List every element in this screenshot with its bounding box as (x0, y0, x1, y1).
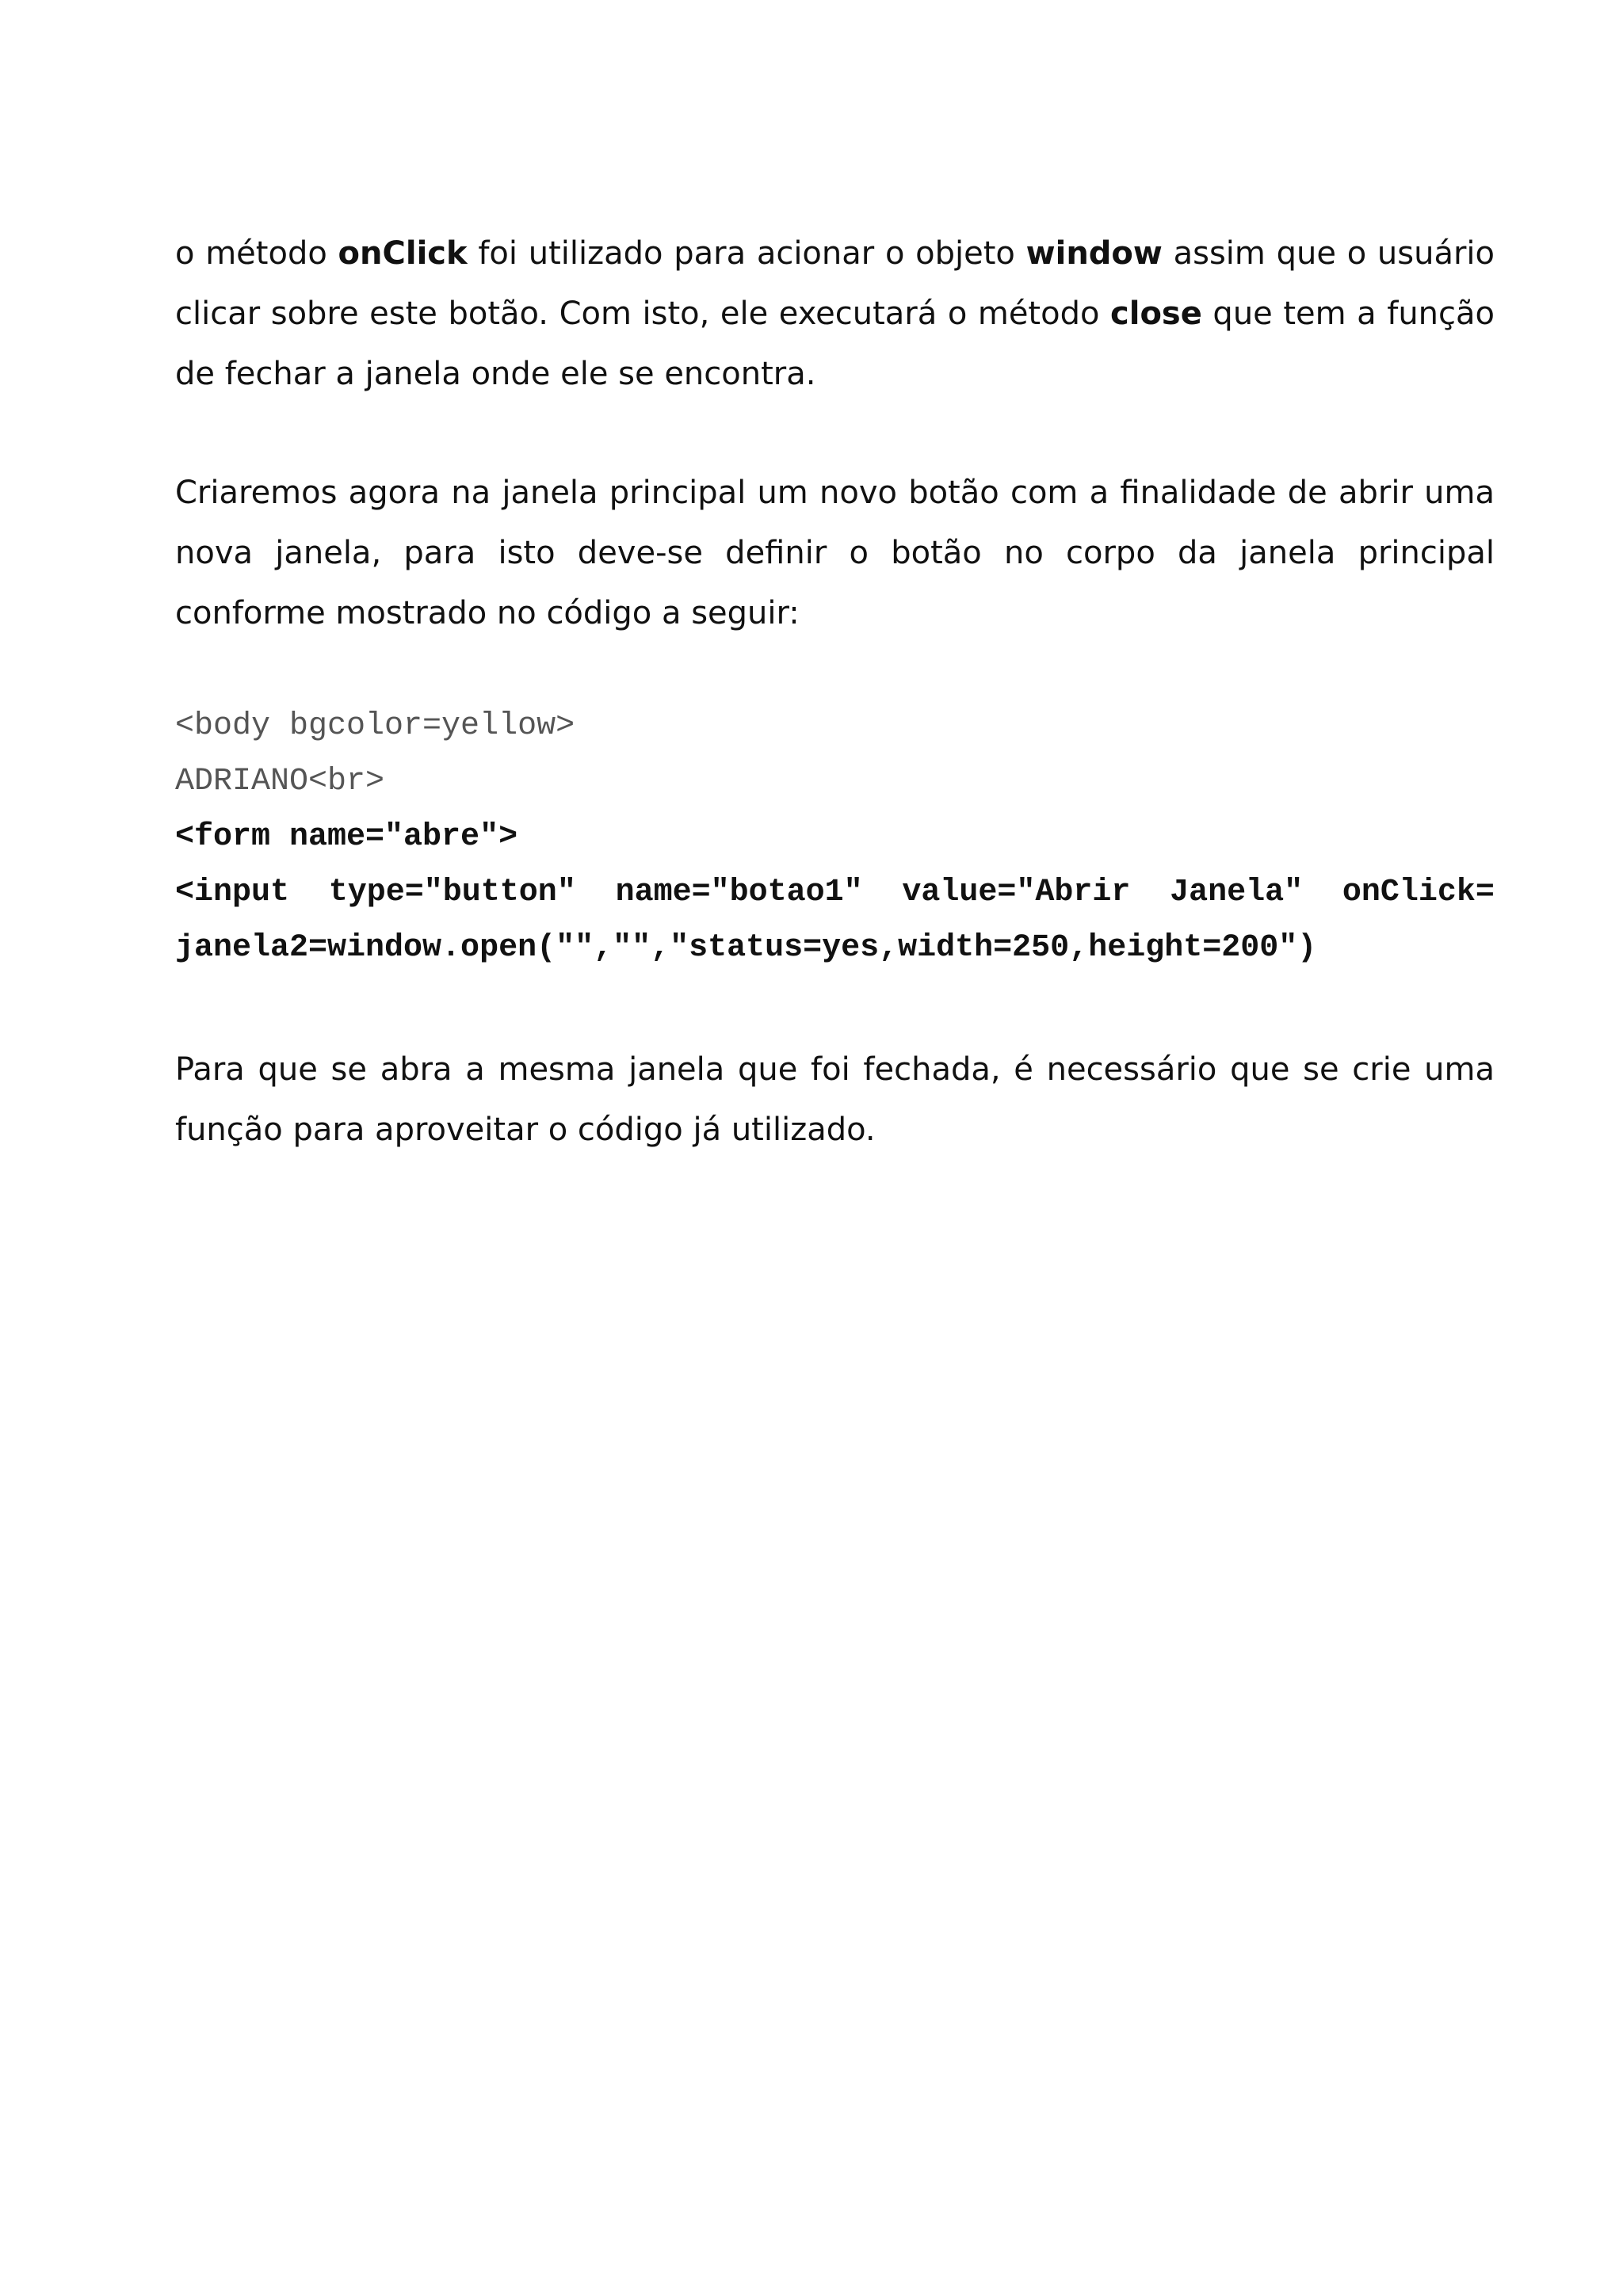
page-content (175, 223, 1495, 1160)
text-segment: o método (175, 235, 338, 272)
text-segment: que tem a função de fechar a janela onde ele se encontra. (175, 296, 1495, 392)
code-line-body: <body bgcolor=yellow> (175, 708, 575, 744)
code-token: value="Abrir (902, 875, 1131, 910)
code-token: type="button" (328, 875, 576, 910)
code-token: Janela" (1170, 875, 1304, 910)
paragraph-onclick-explanation (175, 223, 1495, 404)
keyword-window: window (1025, 235, 1163, 272)
paragraph-new-button: Criaremos agora na janela principal um novo botão com a finalidade de abrir uma nova janela, para isto deve-se definir o botão no corpo da janela principal conforme mostrado no código a seguir: (175, 475, 1495, 631)
code-token: onClick= (1342, 875, 1495, 910)
text-segment: foi utilizado para acionar o objeto (467, 235, 1026, 272)
code-block (175, 699, 1495, 976)
paragraph-reopen-window: Para que se abra a mesma janela que foi fechada, é necessário que se crie uma função para aproveitar o código já utilizado. (175, 1051, 1495, 1148)
keyword-close: close (1110, 296, 1202, 332)
code-token: name="botao1" (615, 875, 863, 910)
code-line-window-open: janela2=window.open("","","status=yes,width=250,height=200") (175, 930, 1317, 966)
code-line-form: <form name="abre"> (175, 819, 518, 855)
code-line-adriano: ADRIANO<br> (175, 764, 385, 799)
code-line-input (175, 865, 1495, 921)
text-segment: assim que o usuário clicar sobre este botão. Com isto, ele executará o método (175, 235, 1495, 332)
code-token: <input (175, 875, 290, 910)
keyword-onclick: onClick (338, 235, 468, 272)
